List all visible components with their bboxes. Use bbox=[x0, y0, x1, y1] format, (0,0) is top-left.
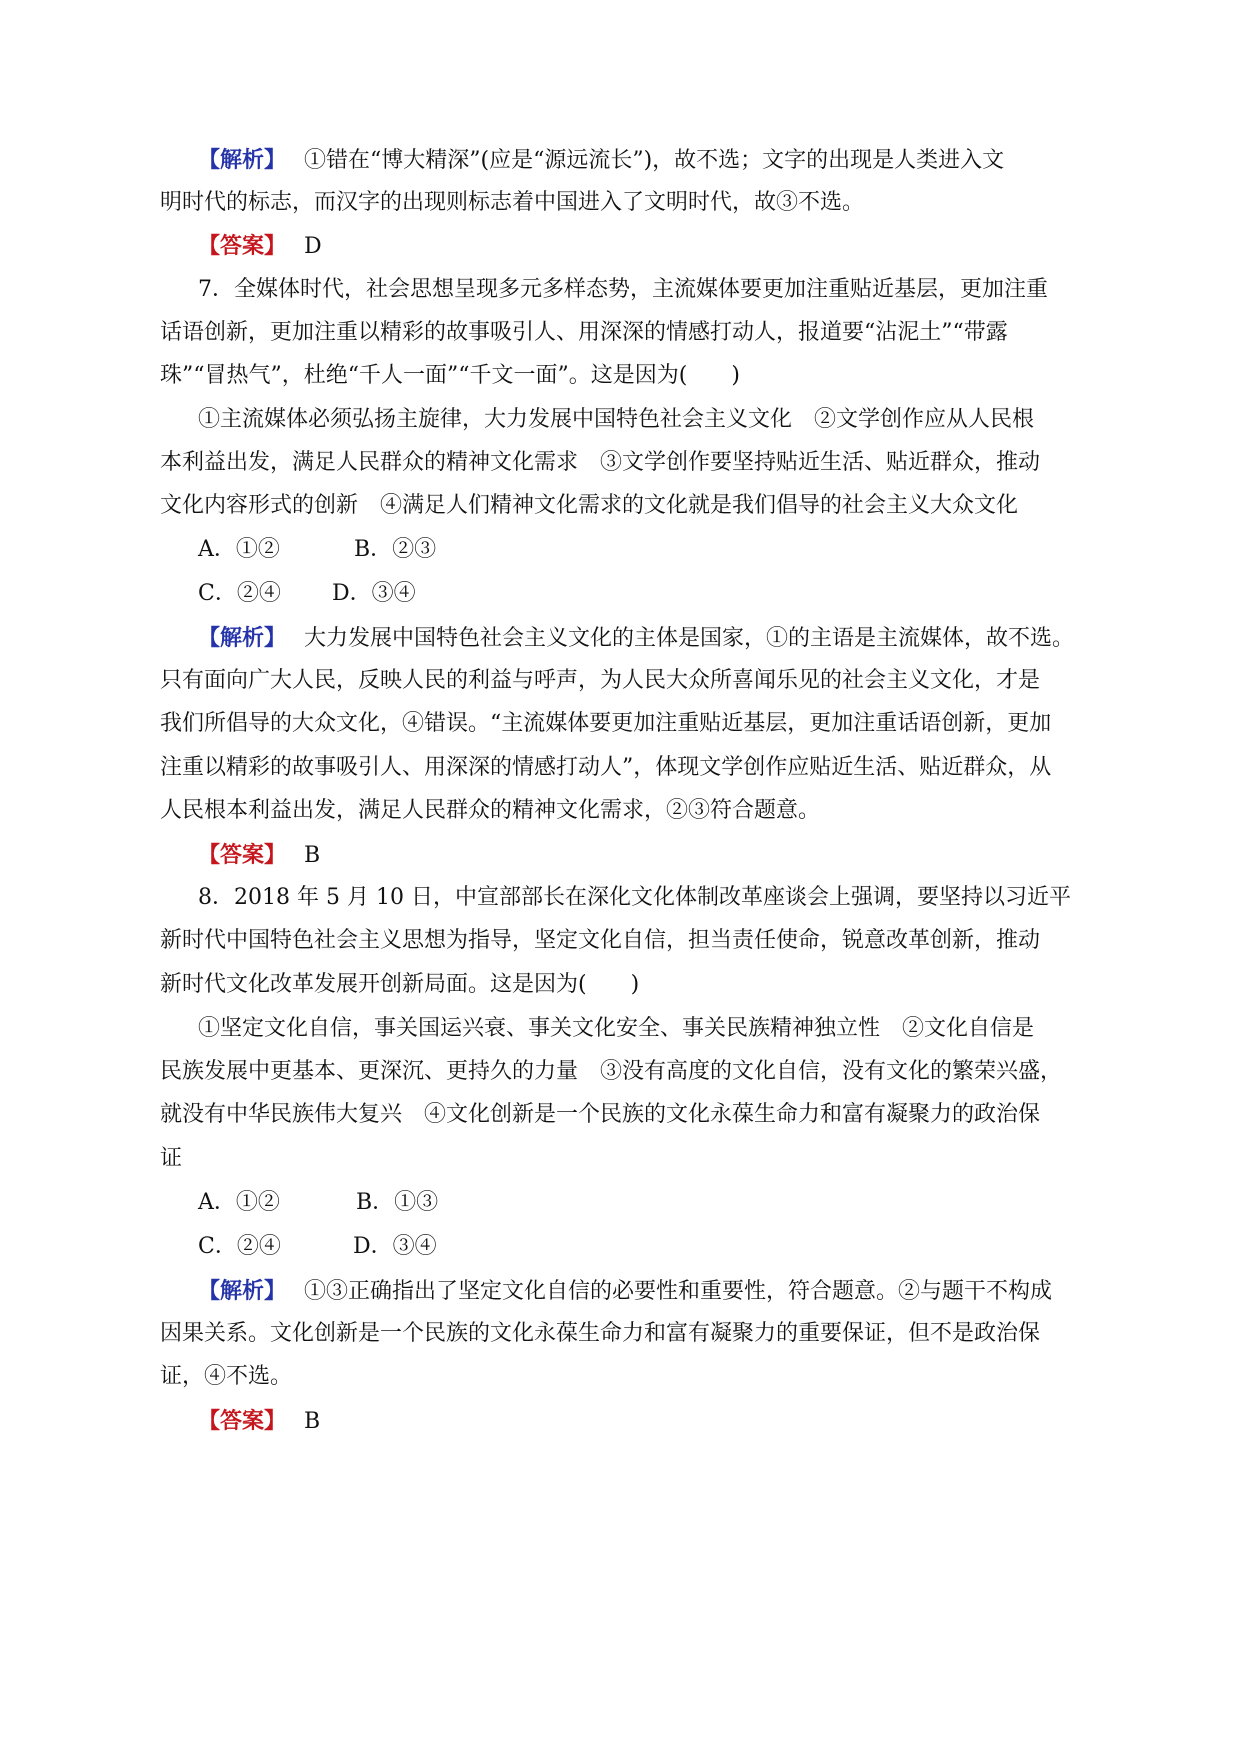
analysis-line: 人民根本利益出发，满足人民群众的精神文化需求，②③符合题意。 bbox=[160, 798, 821, 823]
option-a: A．①② bbox=[198, 537, 280, 562]
option-b: B．①③ bbox=[356, 1190, 439, 1215]
option-a: A．①② bbox=[198, 1190, 280, 1215]
analysis-line: 我们所倡导的大众文化，④错误。“主流媒体要更加注重贴近基层，更加注重话语创新，更加 bbox=[160, 711, 1052, 736]
option-c: C．②④ bbox=[198, 581, 281, 606]
answer-line bbox=[198, 841, 320, 870]
analysis-text: 大力发展中国特色社会主义文化的主体是国家，①的主语是主流媒体，故不选。 bbox=[304, 626, 1075, 651]
analysis-line bbox=[198, 146, 1004, 175]
analysis-line: 因果关系。文化创新是一个民族的文化永葆生命力和富有凝聚力的重要保证，但不是政治保 bbox=[160, 1321, 1041, 1346]
option-row bbox=[198, 580, 416, 608]
option-d: D．③④ bbox=[332, 581, 416, 606]
analysis-line bbox=[198, 1277, 1052, 1306]
analysis-tag: 【解析】 bbox=[198, 625, 287, 651]
answer-tag: 【答案】 bbox=[198, 233, 287, 259]
statement-line: ①坚定文化自信，事关国运兴衰、事关文化安全、事关民族精神独立性 ②文化自信是 bbox=[198, 1016, 1035, 1041]
question-stem-line: 话语创新，更加注重以精彩的故事吸引人、用深深的情感打动人，报道要“沾泥土”“带露 bbox=[160, 320, 1008, 345]
statement-line: ①主流媒体必须弘扬主旋律，大力发展中国特色社会主义文化 ②文学创作应从人民根 bbox=[198, 407, 1035, 432]
answer-tag: 【答案】 bbox=[198, 842, 287, 868]
analysis-line: 证，④不选。 bbox=[160, 1364, 293, 1389]
statement-line: 就没有中华民族伟大复兴 ④文化创新是一个民族的文化永葆生命力和富有凝聚力的政治保 bbox=[160, 1102, 1041, 1127]
option-row bbox=[198, 1189, 438, 1217]
question-stem-line: 7．全媒体时代，社会思想呈现多元多样态势，主流媒体要更加注重贴近基层，更加注重 bbox=[198, 277, 1048, 302]
question-stem-line: 8．2018 年 5 月 10 日，中宣部部长在深化文化体制改革座谈会上强调，要坚持以习近平 bbox=[198, 885, 1071, 910]
analysis-line bbox=[198, 624, 1074, 653]
analysis-line: 只有面向广大人民，反映人民的利益与呼声，为人民大众所喜闻乐见的社会主义文化，才是 bbox=[160, 668, 1041, 693]
analysis-line: 明时代的标志，而汉字的出现则标志着中国进入了文明时代，故③不选。 bbox=[160, 190, 865, 215]
answer-tag: 【答案】 bbox=[198, 1408, 287, 1434]
analysis-tag: 【解析】 bbox=[198, 1278, 287, 1304]
statement-line: 本利益出发，满足人民群众的精神文化需求 ③文学创作要坚持贴近生活、贴近群众，推动 bbox=[160, 450, 1041, 475]
question-stem-line: 新时代文化改革发展开创新局面。这是因为( ) bbox=[160, 972, 640, 997]
option-c: C．②④ bbox=[198, 1234, 281, 1259]
option-d: D．③④ bbox=[353, 1234, 437, 1259]
option-row bbox=[198, 536, 436, 564]
question-stem-line: 珠”“冒热气”，杜绝“千人一面”“千文一面”。这是因为( ) bbox=[160, 363, 740, 388]
analysis-tag: 【解析】 bbox=[198, 147, 287, 173]
statement-line: 民族发展中更基本、更深沉、更持久的力量 ③没有高度的文化自信，没有文化的繁荣兴盛， bbox=[160, 1059, 1063, 1084]
option-b: B．②③ bbox=[354, 537, 437, 562]
statement-line: 文化内容形式的创新 ④满足人们精神文化需求的文化就是我们倡导的社会主义大众文化 bbox=[160, 493, 1019, 518]
answer-line bbox=[198, 232, 322, 261]
answer-line bbox=[198, 1407, 320, 1436]
analysis-text: ①③正确指出了坚定文化自信的必要性和重要性，符合题意。②与题干不构成 bbox=[304, 1279, 1053, 1304]
statement-line: 证 bbox=[160, 1146, 183, 1171]
question-stem-line: 新时代中国特色社会主义思想为指导，坚定文化自信，担当责任使命，锐意改革创新，推动 bbox=[160, 928, 1041, 953]
answer-value: D bbox=[304, 234, 322, 259]
analysis-text: ①错在“博大精深”(应是“源远流长”)，故不选；文字的出现是人类进入文 bbox=[304, 148, 1005, 173]
option-row bbox=[198, 1233, 437, 1261]
analysis-line: 注重以精彩的故事吸引人、用深深的情感打动人”，体现文学创作应贴近生活、贴近群众，从 bbox=[160, 755, 1052, 780]
answer-value: B bbox=[304, 1409, 321, 1434]
answer-value: B bbox=[304, 843, 321, 868]
